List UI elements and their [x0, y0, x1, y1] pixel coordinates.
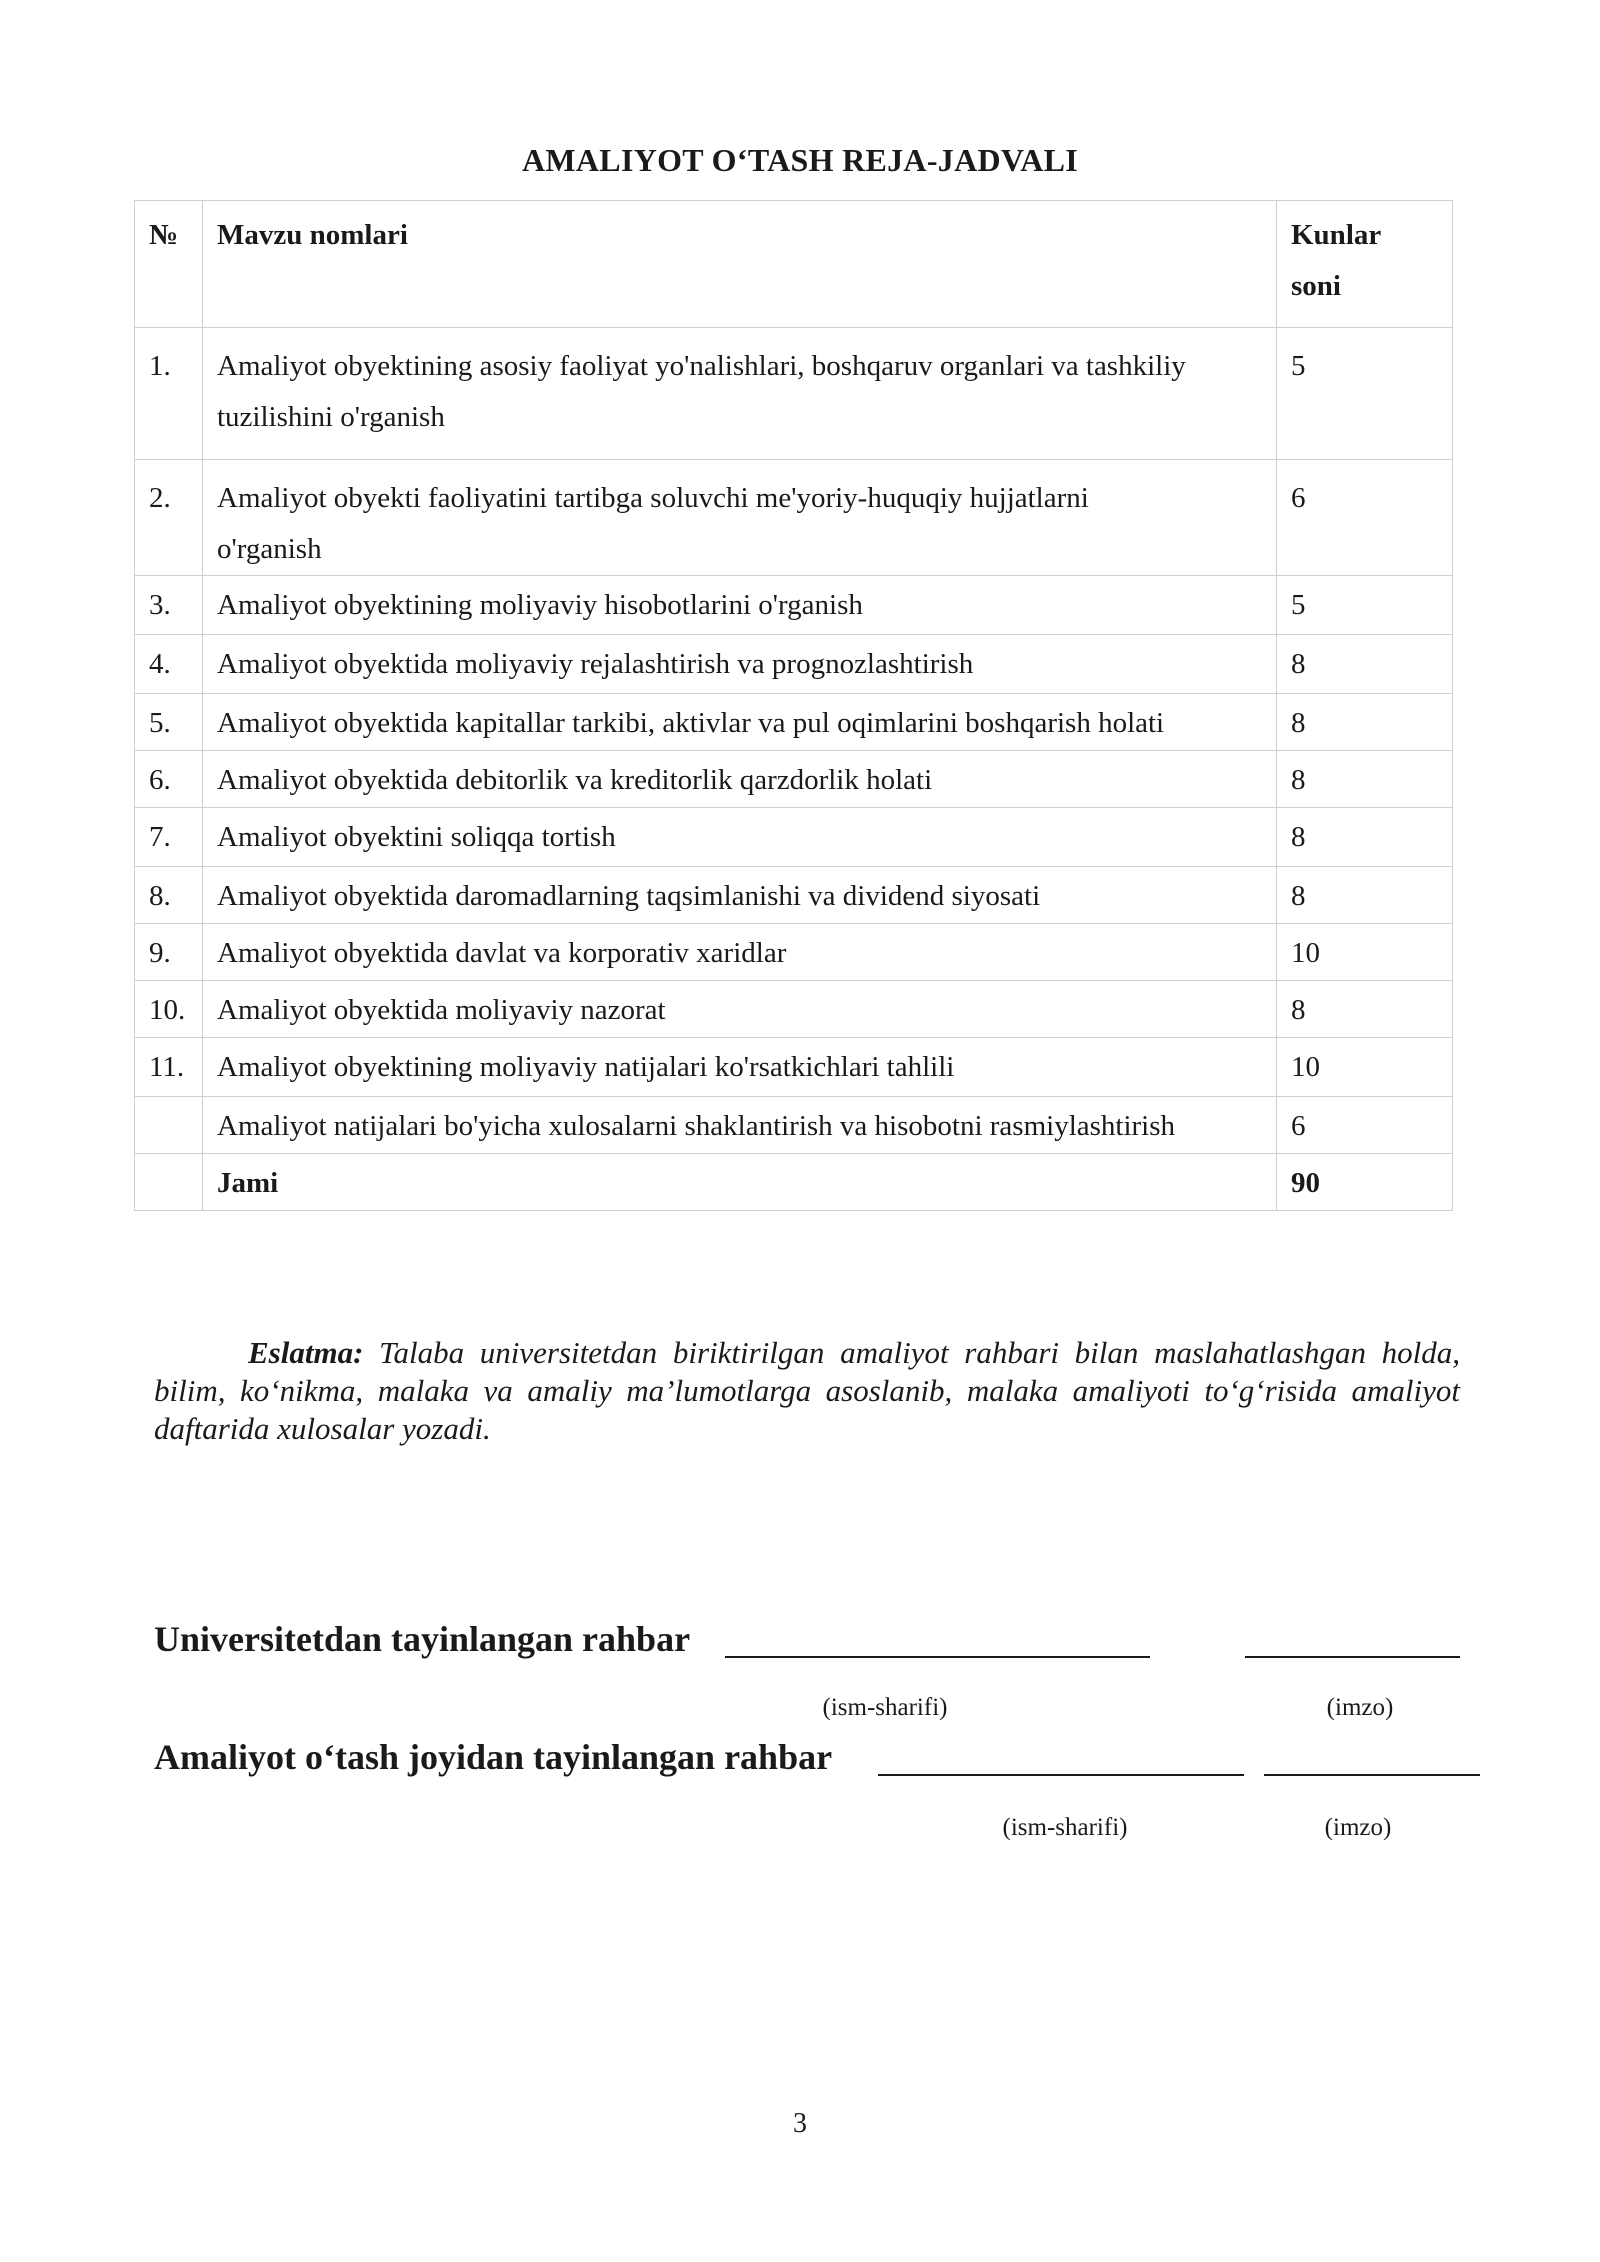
- workplace-signature-caption: (imzo): [1324, 1814, 1392, 1841]
- row-topic: Amaliyot obyektida daromadlarning taqsimlanishi va dividend siyosati: [203, 867, 1277, 924]
- row-topic: Amaliyot obyektida kapitallar tarkibi, aktivlar va pul oqimlarini boshqarish holati: [203, 694, 1277, 751]
- row-topic: Amaliyot obyektida moliyaviy nazorat: [203, 981, 1277, 1038]
- row-topic: Amaliyot obyekti faoliyatini tartibga soluvchi me'yoriy-huquqiy hujjatlarni o'rganish: [203, 460, 1277, 576]
- row-topic: Amaliyot obyektining asosiy faoliyat yo'nalishlari, boshqaruv organlari va tashkiliy tuzilishini o'rganish: [203, 328, 1277, 460]
- table-total-row: [135, 1154, 1453, 1211]
- total-label: Jami: [203, 1154, 1277, 1211]
- row-topic: Amaliyot natijalari bo'yicha xulosalarni shaklantirish va hisobotni rasmiylashtirish: [203, 1097, 1277, 1154]
- table-row: [135, 576, 1453, 635]
- table-header-row: [135, 201, 1453, 328]
- note-label: Eslatma:: [248, 1335, 364, 1370]
- table-row: [135, 751, 1453, 808]
- plan-table: [134, 200, 1453, 1211]
- university-signature-caption: (imzo): [1326, 1694, 1394, 1721]
- row-days: 8: [1277, 635, 1453, 694]
- row-days: 6: [1277, 460, 1453, 576]
- row-days: 10: [1277, 1038, 1453, 1097]
- row-number: [135, 1097, 203, 1154]
- row-days: 8: [1277, 694, 1453, 751]
- university-supervisor-label: Universitetdan tayinlangan rahbar: [154, 1619, 691, 1659]
- university-signature-line: [1245, 1656, 1460, 1658]
- workplace-name-caption: (ism-sharifi): [1002, 1814, 1128, 1841]
- row-days: 5: [1277, 576, 1453, 635]
- table-row: [135, 635, 1453, 694]
- row-topic: Amaliyot obyektini soliqqa tortish: [203, 808, 1277, 867]
- table-row: [135, 1038, 1453, 1097]
- row-topic: Amaliyot obyektining moliyaviy hisobotlarini o'rganish: [203, 576, 1277, 635]
- row-days: 8: [1277, 981, 1453, 1038]
- workplace-signature-line: [1264, 1774, 1480, 1776]
- row-topic: Amaliyot obyektida debitorlik va kreditorlik qarzdorlik holati: [203, 751, 1277, 808]
- row-topic: Amaliyot obyektining moliyaviy natijalari ko'rsatkichlari tahlili: [203, 1038, 1277, 1097]
- header-number: №: [135, 201, 203, 328]
- row-days: 8: [1277, 808, 1453, 867]
- header-days: Kunlar soni: [1277, 201, 1453, 328]
- table-row: [135, 460, 1453, 576]
- row-days: 6: [1277, 1097, 1453, 1154]
- row-number: 3.: [135, 576, 203, 635]
- row-number: 7.: [135, 808, 203, 867]
- row-number: 9.: [135, 924, 203, 981]
- table-row: [135, 924, 1453, 981]
- table-row: [135, 694, 1453, 751]
- row-number: 2.: [135, 460, 203, 576]
- table-row: [135, 981, 1453, 1038]
- row-days: 10: [1277, 924, 1453, 981]
- row-days: 8: [1277, 751, 1453, 808]
- row-number: 1.: [135, 328, 203, 460]
- note-text: Talaba universitetdan biriktirilgan amaliyot rahbari bilan maslahatlashgan holda, bilim, ko‘nikma, malaka va amaliy ma’lumotlarga asoslanib, malaka amaliyoti to‘g‘risida amaliyot daftarida xulosalar yozadi.: [154, 1335, 1460, 1446]
- page-number: 3: [793, 2108, 807, 2139]
- row-number: 8.: [135, 867, 203, 924]
- row-days: 8: [1277, 867, 1453, 924]
- document-title: AMALIYOT O‘TASH REJA-JADVALI: [521, 142, 1079, 178]
- total-days: 90: [1277, 1154, 1453, 1211]
- note-paragraph: [154, 1334, 1460, 1448]
- row-topic: Amaliyot obyektida davlat va korporativ xaridlar: [203, 924, 1277, 981]
- table-row: [135, 867, 1453, 924]
- workplace-name-line: [878, 1774, 1244, 1776]
- table-row: [135, 1097, 1453, 1154]
- row-number: 5.: [135, 694, 203, 751]
- table-row: [135, 328, 1453, 460]
- total-number: [135, 1154, 203, 1211]
- row-days: 5: [1277, 328, 1453, 460]
- row-number: 4.: [135, 635, 203, 694]
- row-number: 6.: [135, 751, 203, 808]
- university-name-line: [725, 1656, 1150, 1658]
- row-number: 11.: [135, 1038, 203, 1097]
- workplace-supervisor-label: Amaliyot o‘tash joyidan tayinlangan rahbar: [154, 1737, 833, 1777]
- university-name-caption: (ism-sharifi): [822, 1694, 948, 1721]
- row-number: 10.: [135, 981, 203, 1038]
- table-row: [135, 808, 1453, 867]
- header-topic: Mavzu nomlari: [203, 201, 1277, 328]
- row-topic: Amaliyot obyektida moliyaviy rejalashtirish va prognozlashtirish: [203, 635, 1277, 694]
